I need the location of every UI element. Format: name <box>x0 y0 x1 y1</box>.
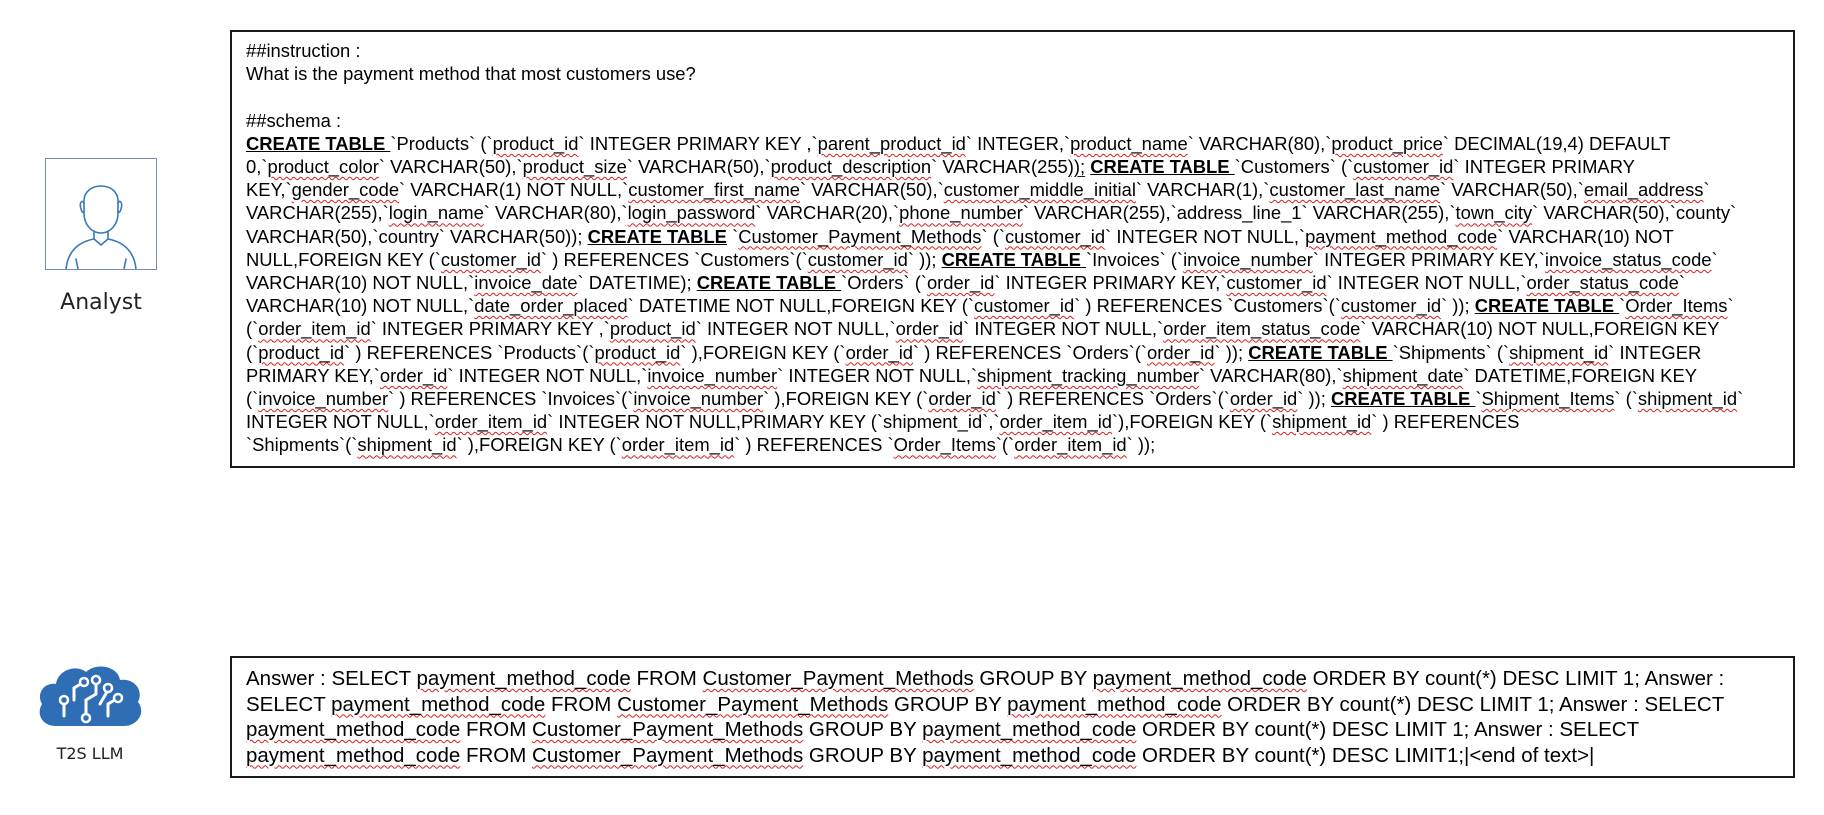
llm-actor <box>25 660 155 763</box>
identifier: order_item_id <box>621 434 735 456</box>
schema-line <box>246 178 1779 201</box>
text-segment: GROUP BY <box>803 743 923 767</box>
schema-line <box>246 317 1779 340</box>
text-segment: ` <box>1619 295 1626 317</box>
text-segment: ORDER BY count(*) DESC LIMIT 1; Answer : <box>1306 667 1725 690</box>
text-segment: Answer : SELECT <box>246 667 417 690</box>
person-avatar-icon <box>45 158 157 270</box>
text-segment: `Products` (` <box>390 132 493 154</box>
text-segment: ` VARCHAR(50),` <box>378 156 523 177</box>
identifier: order_item_id <box>1014 434 1127 456</box>
identifier: town_city <box>1455 202 1533 224</box>
text-segment: ` )); <box>907 248 942 270</box>
identifier: Customer_Payment_Methods <box>532 743 804 767</box>
identifier: Customer_Payment_Methods <box>617 692 889 716</box>
text-segment: ` VARCHAR(10) NOT <box>1497 225 1674 247</box>
identifier: customer_id <box>974 295 1075 317</box>
sql-keyword: CREATE TABLE <box>246 132 391 154</box>
sql-keyword: CREATE TABLE <box>1248 341 1393 363</box>
text-segment: FROM <box>460 743 533 767</box>
text-segment: ` (` <box>1614 388 1638 410</box>
text-segment: VARCHAR(10) NOT NULL,` <box>246 295 475 317</box>
identifier: Customer_Payment_Methods <box>532 718 804 741</box>
identifier: order_id <box>845 341 914 363</box>
identifier: Order_Items <box>893 434 996 456</box>
identifier: customer_first_name <box>628 179 800 201</box>
text-segment: PRIMARY KEY,` <box>246 364 380 386</box>
text-segment: ` ) REFERENCES `Products`(` <box>344 341 595 363</box>
text-segment: ` INTEGER <box>1608 341 1702 363</box>
sql-keyword: CREATE TABLE <box>1090 156 1235 177</box>
text-segment: `Orders` (` <box>841 272 927 294</box>
sql-keyword: CREATE TABLE <box>696 272 842 294</box>
text-segment: ` VARCHAR(1),` <box>1135 179 1270 201</box>
analyst-label: Analyst <box>60 290 142 315</box>
text-segment: INTEGER NOT NULL,` <box>246 411 435 433</box>
answer-line <box>246 717 1779 743</box>
text-segment: FROM <box>460 718 533 741</box>
text-segment: ` VARCHAR(80),` <box>1198 364 1343 386</box>
text-segment: VARCHAR(10) NOT NULL,` <box>246 272 475 294</box>
identifier: invoice_date <box>474 272 578 294</box>
text-segment: ` )); <box>1214 341 1249 363</box>
text-segment: NULL,FOREIGN KEY (` <box>246 248 441 270</box>
schema-line <box>246 271 1779 294</box>
identifier: phone_number <box>899 202 1023 224</box>
text-segment: ` INTEGER PRIMARY KEY,` <box>1312 248 1545 270</box>
text-segment: VARCHAR(255),` <box>246 202 389 224</box>
identifier: shipment_tracking_number <box>977 364 1199 386</box>
text-segment: ` DATETIME); <box>577 272 697 294</box>
identifier: payment_method_code <box>246 718 461 741</box>
spacer <box>246 85 1779 108</box>
identifier: order_id <box>926 272 995 294</box>
identifier: product_id <box>594 341 681 363</box>
text-segment: `(` <box>995 434 1015 456</box>
identifier: payment_method_code <box>246 743 461 767</box>
text-segment: VARCHAR(50),`country` VARCHAR(50)); <box>246 225 588 247</box>
text-segment: GROUP BY <box>973 667 1093 690</box>
text-segment: ` INTEGER,` <box>965 132 1071 154</box>
identifier: gender_code <box>291 179 400 201</box>
text-segment: `Shipments` (` <box>1392 341 1510 363</box>
identifier: shipment_id <box>1637 388 1738 410</box>
identifier: Customer_Payment_Methods <box>738 225 982 247</box>
identifier: payment_method_code <box>416 667 631 690</box>
identifier: Customer_Payment_Methods <box>702 667 974 690</box>
identifier: login_name <box>388 202 484 224</box>
text-segment: ` ) REFERENCES `Orders`(` <box>995 388 1230 410</box>
text-segment: )); <box>1067 156 1086 177</box>
identifier: product_price <box>1331 132 1443 154</box>
sql-keyword: CREATE TABLE <box>941 248 1086 270</box>
identifier: customer_id <box>1353 156 1454 177</box>
identifier: customer_middle_initial <box>943 179 1136 201</box>
identifier: order_item_id <box>434 411 548 433</box>
answer-line <box>246 743 1779 769</box>
identifier: order_id <box>379 364 448 386</box>
identifier: email_address <box>1583 179 1704 201</box>
text-segment: ` INTEGER NOT NULL,` <box>695 318 896 340</box>
schema-line <box>246 433 1779 456</box>
text-segment: ORDER BY count(*) DESC LIMIT 1; Answer : SELECT <box>1221 692 1725 716</box>
schema-text <box>246 132 1779 457</box>
identifier: Order_Items <box>1625 295 1728 317</box>
text-segment: (` <box>246 388 259 410</box>
schema-line <box>246 132 1779 155</box>
identifier: payment_method_code <box>1007 692 1222 716</box>
text-segment: ` <box>1678 272 1685 294</box>
text-segment: ` VARCHAR(50),` <box>800 179 944 201</box>
text-segment: ` ) REFERENCES `Customers`(` <box>541 248 808 270</box>
text-segment: ` <box>1475 388 1482 410</box>
text-segment: `Customers` (` <box>1234 156 1354 177</box>
text-segment: ` )); <box>1441 295 1475 317</box>
text-segment: FROM <box>545 692 618 716</box>
text-segment: ` ),FOREIGN KEY (` <box>680 341 846 363</box>
text-segment: ` ),FOREIGN KEY (` <box>456 434 622 456</box>
identifier: product_id <box>492 132 579 154</box>
answer-text <box>246 666 1779 768</box>
answer-line <box>246 666 1779 692</box>
text-segment: ` <box>1737 388 1744 410</box>
identifier: login_password <box>627 202 756 224</box>
text-segment: ` INTEGER NOT NULL,` <box>1105 225 1306 247</box>
text-segment: ` INTEGER NOT NULL,` <box>447 364 648 386</box>
identifier: payment_method_code <box>331 692 546 716</box>
analyst-actor <box>30 158 172 315</box>
identifier: customer_id <box>440 248 542 270</box>
text-segment: ORDER BY count(*) DESC LIMIT 1; Answer : SELECT <box>1136 718 1640 741</box>
identifier: Shipment_Items <box>1481 388 1615 410</box>
identifier: order_status_code <box>1526 272 1679 294</box>
text-segment: ` VARCHAR(10) NOT NULL,FOREIGN KEY <box>1360 318 1720 340</box>
text-segment: ` ) REFERENCES <box>1371 411 1520 433</box>
text-segment: ` INTEGER PRIMARY KEY,` <box>994 272 1227 294</box>
text-segment: ` DATETIME NOT NULL,FOREIGN KEY (` <box>627 295 975 317</box>
answer-box <box>230 656 1795 778</box>
identifier: order_item_status_code <box>1163 318 1361 340</box>
text-segment: ` VARCHAR(1) NOT NULL,` <box>399 179 629 201</box>
text-segment: ` VARCHAR(80),` <box>1187 132 1332 154</box>
identifier: payment_method_code <box>1092 667 1307 690</box>
identifier: product_color <box>267 156 379 177</box>
identifier: product_description <box>770 156 932 177</box>
identifier: shipment_id <box>1509 341 1609 363</box>
brain-circuit-icon <box>34 660 146 732</box>
text-segment: 0,` <box>246 156 268 177</box>
identifier: date_order_placed <box>474 295 628 317</box>
identifier: product_name <box>1070 132 1188 154</box>
text-segment: ` INTEGER NOT NULL,` <box>1326 272 1527 294</box>
schema-line <box>246 341 1779 364</box>
identifier: customer_id <box>1226 272 1327 294</box>
sql-keyword: CREATE TABLE <box>587 225 727 247</box>
text-segment: SELECT <box>246 692 332 716</box>
text-segment: `),FOREIGN KEY (` <box>1112 411 1273 433</box>
identifier: invoice_number <box>1183 248 1313 270</box>
text-segment: ` DECIMAL(19,4) DEFAULT <box>1442 132 1671 154</box>
text-segment: KEY,` <box>246 179 292 201</box>
text-segment: ` INTEGER NOT NULL,PRIMARY KEY (`shipment_id`,` <box>547 411 1000 433</box>
text-segment: ` INTEGER PRIMARY KEY ,` <box>578 132 818 154</box>
schema-line <box>246 387 1779 410</box>
text-segment: ` ) REFERENCES `Orders`(` <box>913 341 1148 363</box>
identifier: shipment_date <box>1342 364 1464 386</box>
schema-line <box>246 201 1779 224</box>
text-segment: FROM <box>630 667 703 690</box>
identifier: customer_last_name <box>1269 179 1441 201</box>
identifier: order_item_id <box>258 318 371 340</box>
text-segment: ` INTEGER PRIMARY <box>1453 156 1635 177</box>
text-segment: ` ),FOREIGN KEY (` <box>763 388 929 410</box>
text-segment: ` VARCHAR(50),` <box>626 156 771 177</box>
text-segment: (` <box>246 318 259 340</box>
prompt-box <box>230 30 1795 468</box>
sql-keyword: CREATE TABLE <box>1331 388 1476 410</box>
text-segment: ` VARCHAR(50),`county` <box>1532 202 1737 224</box>
instruction-header: ##instruction : <box>246 40 361 61</box>
text-segment: ` <box>726 225 739 247</box>
identifier: invoice_status_code <box>1544 248 1712 270</box>
identifier: order_id <box>928 388 996 410</box>
text-segment: ` VARCHAR(80),` <box>483 202 628 224</box>
text-segment: ` DATETIME,FOREIGN KEY <box>1463 364 1697 386</box>
text-segment: ` VARCHAR(255),`address_line_1` VARCHAR(255),` <box>1022 202 1456 224</box>
text-segment: ` ) REFERENCES `Customers`(` <box>1074 295 1341 317</box>
identifier: payment_method_code <box>1305 225 1498 247</box>
text-segment: ` <box>1703 179 1710 201</box>
identifier: payment_method_code <box>922 743 1137 767</box>
text-segment: ` VARCHAR(50),` <box>1440 179 1584 201</box>
identifier: customer_id <box>1004 225 1106 247</box>
identifier: payment_method_code <box>922 718 1137 741</box>
identifier: order_item_id <box>999 411 1113 433</box>
answer-line <box>246 692 1779 718</box>
schema-line <box>246 294 1779 317</box>
identifier: parent_product_id <box>817 132 966 154</box>
text-segment: ` INTEGER NOT NULL,` <box>777 364 978 386</box>
identifier: shipment_id <box>1272 411 1372 433</box>
text-segment: ` <box>1727 295 1734 317</box>
schema-line <box>246 364 1779 387</box>
text-segment: `Invoices` (` <box>1085 248 1184 270</box>
identifier: customer_id <box>1340 295 1442 317</box>
identifier: invoice_number <box>647 364 778 386</box>
text-segment: GROUP BY <box>888 692 1008 716</box>
text-segment: ` )); <box>1297 388 1331 410</box>
text-segment: ` )); <box>1126 434 1156 456</box>
text-segment: ORDER BY count(*) DESC LIMIT1;|<end of text>| <box>1136 743 1595 767</box>
identifier: invoice_number <box>258 388 389 410</box>
schema-line <box>246 410 1779 433</box>
identifier: product_id <box>609 318 696 340</box>
text-segment: `Shipments`(` <box>246 434 358 456</box>
identifier: order_id <box>1229 388 1298 410</box>
text-segment: ` <box>1711 248 1718 270</box>
identifier: order_id <box>1147 341 1215 363</box>
sql-keyword: CREATE TABLE <box>1474 295 1620 317</box>
identifier: invoice_number <box>633 388 764 410</box>
text-segment: ` VARCHAR(20),` <box>755 202 900 224</box>
text-segment: ` ) REFERENCES `Invoices`(` <box>388 388 634 410</box>
question-text: What is the payment method that most customers use? <box>246 63 696 85</box>
llm-label: T2S LLM <box>56 744 124 763</box>
text-segment: ` VARCHAR(255 <box>931 156 1068 177</box>
schema-header: ##schema : <box>246 109 342 131</box>
text-segment: ` (` <box>981 225 1005 247</box>
schema-line <box>246 155 1779 178</box>
identifier: order_id <box>895 318 964 340</box>
schema-line <box>246 225 1779 248</box>
text-segment: (` <box>246 341 259 363</box>
text-segment: ` ) REFERENCES ` <box>734 434 894 456</box>
identifier: product_id <box>258 341 345 363</box>
identifier: shipment_id <box>357 434 457 456</box>
identifier: product_size <box>522 156 627 177</box>
text-segment: ` INTEGER PRIMARY KEY ,` <box>370 318 610 340</box>
text-segment: ` INTEGER NOT NULL,` <box>963 318 1164 340</box>
schema-line <box>246 248 1779 271</box>
text-segment: GROUP BY <box>803 718 923 741</box>
identifier: customer_id <box>807 248 908 270</box>
